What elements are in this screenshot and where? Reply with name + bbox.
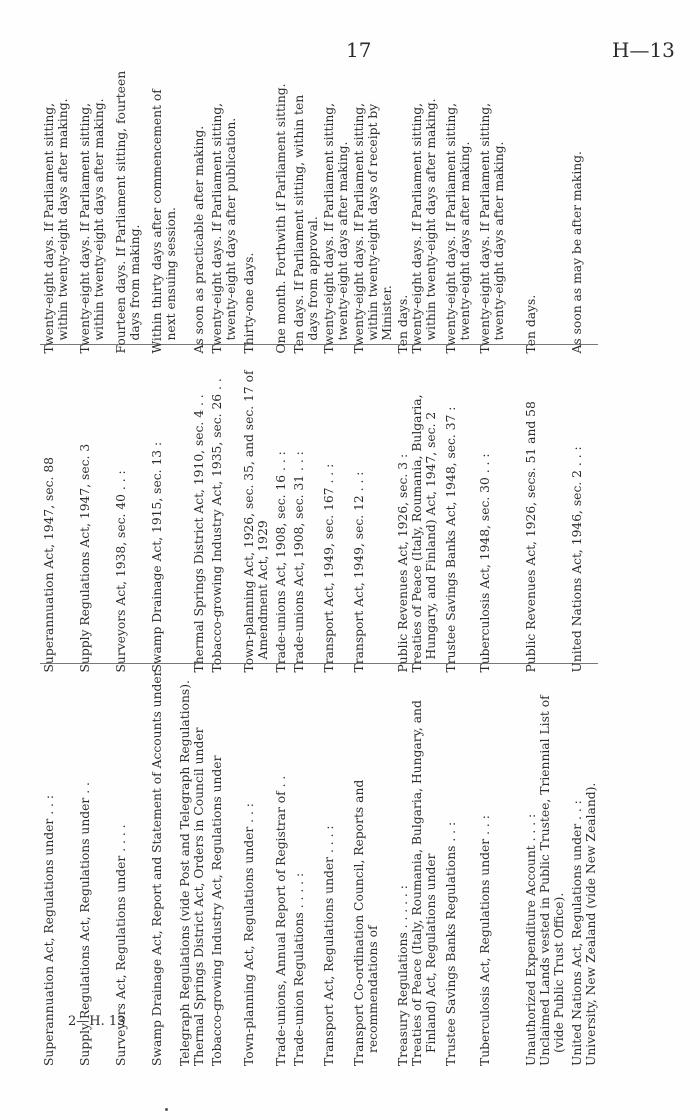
subject-cell: Unclaimed Lands vested in Public Trustee, Triennial List of (vide Public Trust Office). (538, 695, 566, 1066)
authority-cell: Town-planning Act, 1926, sec. 35, and sec. 17 of Amendment Act, 1929 (238, 345, 270, 664)
time-cell: Twenty-eight days. If Parliament sitting, twenty-eight days after making. (472, 62, 506, 345)
time-cell: As soon as may be after making. (566, 62, 584, 345)
time-cell: Twenty-eight days. If Parliament sitting, within twenty-eight days of receipt by Minister. (350, 62, 394, 345)
authority-cell: Public Revenues Act, 1926, secs. 51 and 58 (506, 345, 538, 664)
table-row (472, 62, 506, 1057)
time-cell: Ten days. If Parliament sitting, within ten days from approval. (288, 62, 320, 345)
subject-cell: United Nations Act, Regulations under . . : (570, 800, 584, 1066)
regulations-table (40, 62, 598, 1066)
subject-cell: Treaties of Peace (Italy, Roumania, Bulgaria, Hungary, and Finland) Act, Regulations under (410, 700, 438, 1066)
subject-cell: University, New Zealand (vide New Zealand). (584, 782, 598, 1066)
authority-cell: Treaties of Peace (Italy, Roumania, Bulgaria, Hungary, and Finland) Act, 1947, sec. 2 (410, 345, 438, 664)
authority-cell (538, 345, 566, 664)
subject-cell: Transport Act, Regulations under . . . : (322, 825, 336, 1066)
authority-cell: Trustee Savings Banks Act, 1948, sec. 37 : (438, 345, 472, 664)
authority-cell: Public Revenues Act, 1926, sec. 3 : (394, 345, 410, 664)
authority-cell: United Nations Act, 1946, sec. 2 . . : (566, 345, 584, 664)
time-cell: One month. Forthwith if Parliament sitting. (270, 62, 288, 345)
table-row (206, 62, 238, 1057)
table-row (142, 62, 178, 1057)
authority-cell: Thermal Springs District Act, 1910, sec. 4 . . (192, 345, 206, 664)
subject-cell: Tobacco-growing Industry Act, Regulations under (210, 755, 224, 1066)
time-cell: Fourteen days. If Parliament sitting, fourteen days from making. (106, 62, 142, 345)
time-cell: Ten days. (506, 62, 538, 345)
table-row (40, 62, 70, 1057)
subject-cell: Tuberculosis Act, Regulations under . . : (478, 815, 492, 1066)
subject-cell: Swamp Drainage Act, Report and Statement of Accounts under (150, 670, 164, 1066)
page-number: 17 (346, 38, 372, 62)
footer-reference: 2—H. 13 (68, 1014, 126, 1029)
table-row (192, 62, 206, 1057)
authority-cell: Transport Act, 1949, sec. 12 . . : (350, 345, 394, 664)
table-row (106, 62, 142, 1057)
table-row (350, 62, 394, 1057)
table-row (320, 62, 350, 1057)
subject-cell: Treasury Regulations . . . . . : (396, 885, 410, 1066)
table-row (506, 62, 538, 1057)
authority-cell: Trade-unions Act, 1908, sec. 16 . . : (270, 345, 288, 664)
table-row (238, 62, 270, 1057)
authority-cell: Tobacco-growing Industry Act, 1935, sec. 26 . . (206, 345, 238, 664)
time-cell: Thirty-one days. (238, 62, 270, 345)
table-row (538, 62, 566, 1057)
subject-cell: Surveyors Act, Regulations under . . . . (114, 824, 128, 1066)
subject-cell: Thermal Springs District Act, Orders in Council under (192, 727, 206, 1066)
subject-cell: Transport Co-ordination Council, Reports and recommendations of (352, 779, 380, 1066)
speck-dot (165, 1108, 168, 1111)
subject-cell: Town-planning Act, Regulations under . . : (242, 803, 256, 1066)
authority-cell: Surveyors Act, 1938, sec. 40 . . : (106, 345, 142, 664)
time-cell (584, 62, 598, 345)
time-cell: Twenty-eight days. If Parliament sitting, within twenty-eight days after making. (410, 62, 438, 345)
rotated-table-region (40, 62, 670, 1066)
time-cell (538, 62, 566, 345)
authority-cell (178, 345, 192, 664)
table-row (270, 62, 288, 1057)
time-cell: Ten days. (394, 62, 410, 345)
subject-cell: Telegraph Regulations (vide Post and Telegraph Regulations). (178, 680, 192, 1066)
subject-cell: Supply Regulations Act, Regulations under . . (78, 782, 92, 1066)
time-cell (178, 62, 192, 345)
authority-cell: Superannuation Act, 1947, sec. 88 (40, 345, 70, 664)
table-row (584, 62, 598, 1057)
table-row (288, 62, 320, 1057)
subject-cell: Trade-union Regulations . . . . : (292, 872, 306, 1066)
authority-cell: Supply Regulations Act, 1947, sec. 3 (70, 345, 106, 664)
subject-cell: Trade-unions, Annual Report of Registrar of . . (274, 775, 288, 1066)
table-row (394, 62, 410, 1057)
authority-cell (584, 345, 598, 664)
time-cell: As soon as practicable after making. (192, 62, 206, 345)
subject-cell: Unauthorized Expenditure Account . . . : (524, 813, 538, 1066)
authority-cell: Tuberculosis Act, 1948, sec. 30 . . : (472, 345, 506, 664)
page-reference: H—13 (612, 38, 675, 62)
time-cell: Within thirty days after commencement of next ensuing session. (142, 62, 178, 345)
time-cell: Twenty-eight days. If Parliament sitting, within twenty-eight days after making. (70, 62, 106, 345)
table-row (178, 62, 192, 1057)
subject-cell: Superannuation Act, Regulations under . . : (42, 795, 56, 1066)
table-row (410, 62, 438, 1057)
time-cell: Twenty-eight days. If Parliament sitting, within twenty-eight days after making. (40, 62, 70, 345)
authority-cell: Transport Act, 1949, sec. 167 . . : (320, 345, 350, 664)
authority-cell: Swamp Drainage Act, 1915, sec. 13 : (142, 345, 178, 664)
time-cell: Twenty-eight days. If Parliament sitting, twenty-eight days after making. (438, 62, 472, 345)
time-cell: Twenty-eight days. If Parliament sitting, twenty-eight days after publication. (206, 62, 238, 345)
table-row (70, 62, 106, 1057)
subject-cell: Trustee Savings Banks Regulations . . : (444, 821, 458, 1066)
time-cell: Twenty-eight days. If Parliament sitting, twenty-eight days after making. (320, 62, 350, 345)
table-row (438, 62, 472, 1057)
table-row (566, 62, 584, 1057)
authority-cell: Trade-unions Act, 1908, sec. 31 . . : (288, 345, 320, 664)
